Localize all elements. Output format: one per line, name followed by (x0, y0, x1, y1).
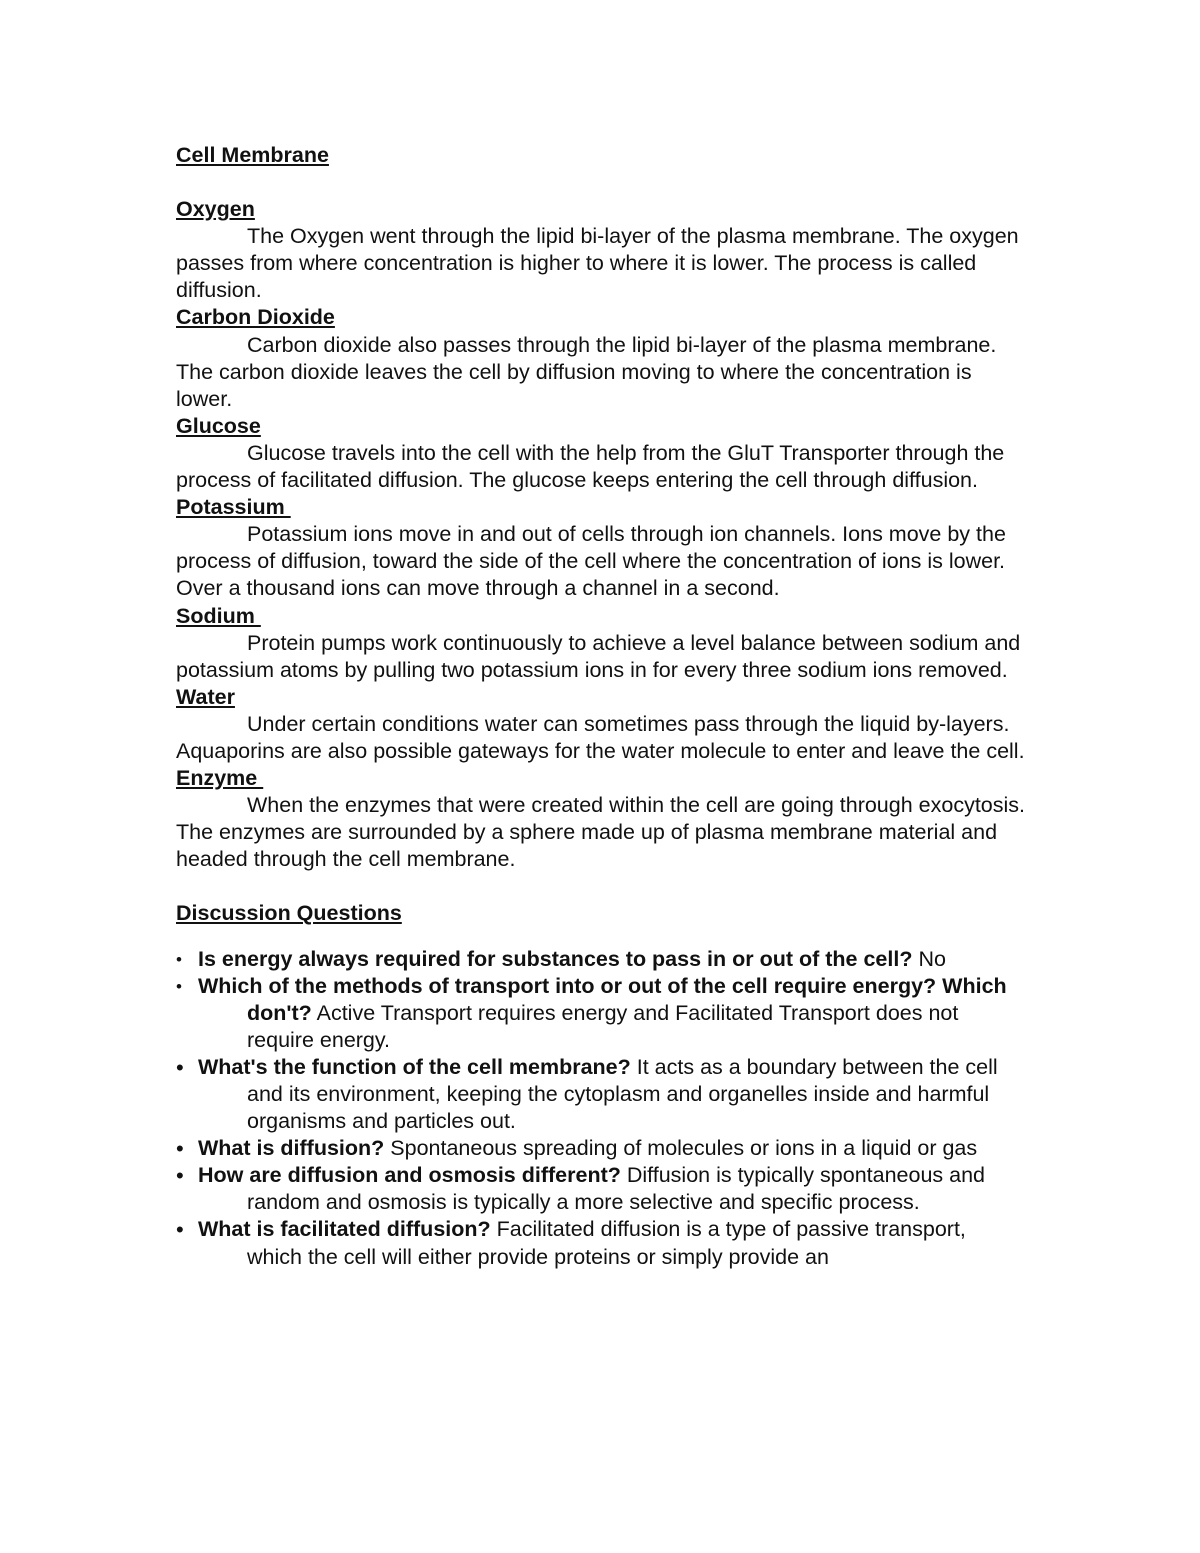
answer-text: No (912, 946, 946, 971)
section-glucose (176, 413, 1026, 494)
question-text: What is diffusion? (198, 1136, 385, 1161)
section-enzyme (176, 765, 1026, 873)
answer-text: Diffusion is typically spontaneous and random and osmosis is typically a more selective and specific process. (247, 1163, 985, 1215)
section-body: When the enzymes that were created within the cell are going through exocytosis. The enzymes are surrounded by a sphere made up of plasma membrane material and headed through the cell membrane. (176, 793, 1025, 872)
section-potassium (176, 494, 1026, 602)
list-item (176, 1216, 1026, 1270)
section-heading: Sodium (176, 603, 261, 628)
bullet-icon: • (176, 1054, 184, 1080)
discussion-question-list (176, 946, 1026, 1271)
list-item (176, 1135, 1026, 1162)
section-body: Glucose travels into the cell with the help from the GluT Transporter through the process of facilitated diffusion. The glucose keeps entering the cell through diffusion. (176, 440, 1005, 493)
list-item (176, 1162, 1026, 1216)
section-heading: Potassium (176, 495, 291, 520)
answer-text: Spontaneous spreading of molecules or ions in a liquid or gas (384, 1136, 978, 1161)
section-heading: Water (176, 684, 235, 709)
section-body: Under certain conditions water can sometimes pass through the liquid by-layers. Aquaporins are also possible gateways for the water molecule to enter and leave the cell. (176, 711, 1025, 763)
question-text: What is facilitated diffusion? (198, 1217, 491, 1242)
section-heading: Carbon Dioxide (176, 305, 335, 330)
section-body: Potassium ions move in and out of cells through ion channels. Ions move by the process of diffusion, toward the side of the cell where the concentration of ions is lower. Over a thousand ions can move through a channel in a second. (176, 522, 1006, 601)
answer-text: It acts as a boundary between the cell and its environment, keeping the cytoplasm and organelles inside and harmful organisms and particles out. (247, 1054, 998, 1134)
section-oxygen (176, 196, 1026, 304)
bullet-icon: • (176, 1217, 184, 1243)
section-body: The Oxygen went through the lipid bi-layer of the plasma membrane. The oxygen passes from where concentration is higher to where it is lower. The process is called diffusion. (176, 224, 1019, 303)
question-text: How are diffusion and osmosis different? (198, 1163, 621, 1188)
list-item (176, 1054, 1026, 1135)
bullet-icon: • (176, 1136, 184, 1162)
section-heading: Glucose (176, 413, 261, 438)
section-heading: Enzyme (176, 766, 264, 791)
section-carbon-dioxide (176, 304, 1026, 412)
bullet-icon: • (176, 949, 182, 969)
answer-text: Active Transport requires energy and Facilitated Transport does not require energy. (247, 1000, 959, 1052)
document-title: Cell Membrane (176, 143, 329, 167)
answer-text: Facilitated diffusion is a type of passive transport, which the cell will either provide proteins or simply provide an (247, 1217, 966, 1269)
section-sodium (176, 603, 1026, 684)
section-water (176, 684, 1026, 765)
question-text: Which of the methods of transport into or out of the cell require energy? Which don't? (198, 973, 1007, 1025)
bullet-icon: • (176, 1163, 184, 1189)
bullet-icon: • (176, 976, 182, 996)
question-text: Is energy always required for substances to pass in or out of the cell? (198, 946, 913, 971)
document-page (176, 142, 1026, 1271)
list-item (176, 973, 1026, 1054)
question-text: What's the function of the cell membrane? (198, 1054, 631, 1079)
section-body: Protein pumps work continuously to achieve a level balance between sodium and potassium atoms by pulling two potassium ions in for every three sodium ions removed. (176, 630, 1021, 682)
discussion-heading: Discussion Questions (176, 901, 402, 926)
section-heading: Oxygen (176, 197, 255, 222)
list-item (176, 946, 1026, 973)
section-body: Carbon dioxide also passes through the lipid bi-layer of the plasma membrane. The carbon dioxide leaves the cell by diffusion moving to where the concentration is lower. (176, 332, 997, 411)
